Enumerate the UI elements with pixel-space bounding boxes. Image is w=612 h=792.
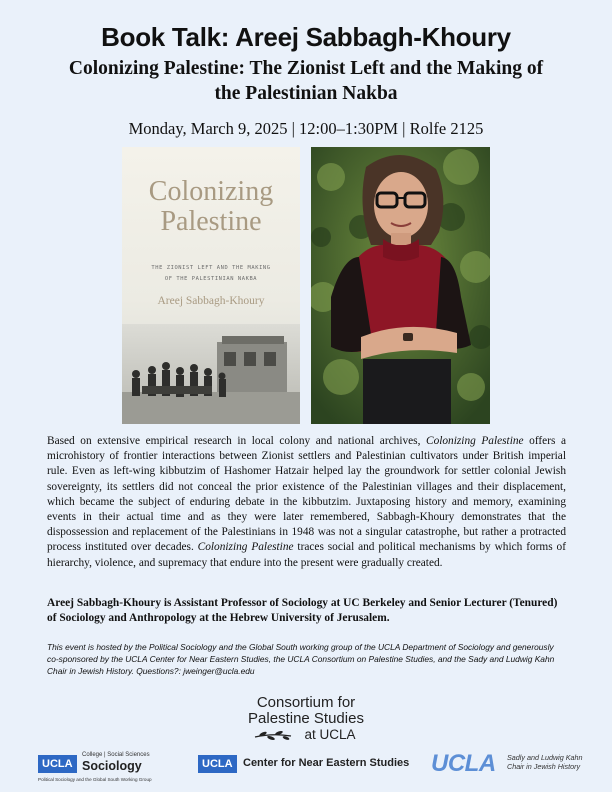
description-text-1: Based on extensive empirical research in local colony and national archives,: [47, 435, 426, 447]
sponsor-logos: [0, 750, 612, 790]
sociology-name: Sociology: [82, 759, 142, 773]
ucla-wordmark: UCLA: [38, 755, 77, 773]
sociology-college-label: College | Social Sciences: [82, 752, 150, 758]
description-text-2: offers a microhistory of frontier interactions between Zionist settlers and Palestinian cultivators under British imperial rule. Even as left-wing kibbutzim of Hashomer Hatzair helped lay the groundwork for settler colonial Jewish sovereignty, its settlers did not conceal the prior existence of the Palestinian villages and their displacement, which became the subject of enduring debate in the kibbutzim. Juxtaposing history and memory, examining events in their actual time and as they were later remembered, Sabbagh-Khoury demonstrates that the dispossession and replacement of the Palestinians in 1948 was not a singular catastrophe, but rather a protracted process instituted over decades.: [47, 435, 566, 554]
book-subtitle: Colonizing Palestine: The Zionist Left and the Making of the Palestinian Nakba: [68, 58, 544, 104]
kahn-line2: Chair in Jewish History: [507, 762, 581, 771]
portrait-illustration: [311, 147, 490, 424]
consortium-line2: Palestine Studies: [248, 710, 364, 727]
cover-title-line2: Palestine: [160, 206, 262, 237]
ucla-wordmark: UCLA: [198, 755, 237, 773]
cover-historic-photo: [122, 324, 300, 424]
cover-tagline-line1: THE ZIONIST LEFT AND THE MAKING: [151, 265, 271, 271]
ucla-sociology-logo: [38, 752, 152, 782]
description-book-title-1: Colonizing Palestine: [426, 435, 524, 447]
event-title: Book Talk: Areej Sabbagh-Khoury: [101, 22, 511, 52]
consortium-logo: [0, 695, 612, 742]
ucla-wordmark-large: UCLA: [431, 750, 496, 777]
cover-author: Areej Sabbagh-Khoury: [157, 295, 265, 307]
consortium-line1: Consortium for: [256, 694, 356, 711]
event-dateline: Monday, March 9, 2025 | 12:00–1:30PM | Rolfe 2125: [128, 119, 484, 138]
author-portrait-photo: [311, 147, 490, 424]
cover-tagline: [122, 263, 300, 285]
cover-title: [122, 177, 300, 237]
cnes-name: Center for Near Eastern Studies: [243, 757, 410, 769]
kahn-chair-logo: [431, 750, 583, 778]
author-bio: Areej Sabbagh-Khoury is Assistant Professor of Sociology at UC Berkeley and Senior Lecturer (Tenured) of Sociology and Anthropology at the Hebrew University of Jerusalem.: [47, 597, 558, 624]
sociology-working-group: Political Sociology and the Global South Working Group: [38, 777, 152, 782]
cover-title-line1: Colonizing: [148, 176, 274, 207]
kahn-line1: Sadly and Ludwig Kahn: [507, 753, 583, 762]
olive-branch-icon: [253, 729, 293, 741]
book-description: [47, 434, 566, 571]
kahn-chair-name: [507, 753, 597, 771]
description-text-3: traces social and political mechanisms by which forms of hierarchy, violence, and supremacy that endure into the present were gradually created.: [47, 541, 566, 569]
sponsor-note: This event is hosted by the Political Sociology and the Global South working group of the UCLA Department of Sociology and generously co-sponsored by the UCLA Center for Near Eastern Studies, the UCLA Consortium on Palestine Studies, and the Sady and Ludwig Kahn Chair in Jewish History. Questions?: jweinger@ucla.edu: [47, 642, 555, 676]
cover-tagline-line2: OF THE PALESTINIAN NAKBA: [164, 276, 258, 282]
book-cover-image: [122, 147, 300, 424]
description-book-title-2: Colonizing Palestine: [197, 541, 294, 554]
consortium-line3: at UCLA: [304, 727, 356, 742]
cnes-logo: [198, 754, 410, 773]
